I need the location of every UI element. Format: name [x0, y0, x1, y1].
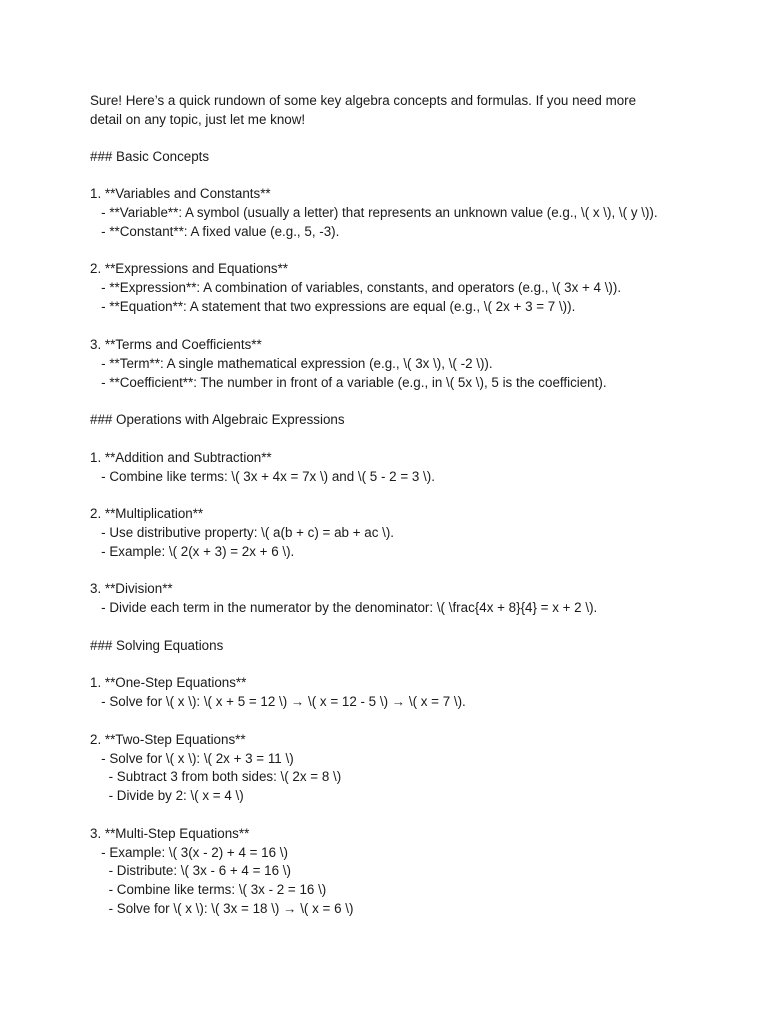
- list-subitem: - **Term**: A single mathematical expression (e.g., \( 3x \), \( -2 \)).: [90, 356, 493, 371]
- text-line: detail on any topic, just let me know!: [90, 112, 306, 127]
- list-item-heading: 1. **Variables and Constants**: [90, 186, 271, 201]
- text-line: Sure! Here’s a quick rundown of some key algebra concepts and formulas. If you need more: [90, 93, 637, 108]
- list-item-heading: 2. **Expressions and Equations**: [90, 261, 289, 276]
- section-heading: ### Basic Concepts: [90, 149, 210, 164]
- section-heading: ### Operations with Algebraic Expressions: [90, 412, 345, 427]
- list-subitem: - Solve for \( x \): \( x + 5 = 12 \) → \( x = 12 - 5 \) → \( x = 7 \).: [90, 694, 466, 709]
- list-subitem: - Combine like terms: \( 3x - 2 = 16 \): [90, 882, 327, 897]
- list-subitem: - Solve for \( x \): \( 3x = 18 \) → \( x = 6 \): [90, 901, 354, 916]
- list-subitem: - Subtract 3 from both sides: \( 2x = 8 \): [90, 769, 342, 784]
- list-item-heading: 1. **Addition and Subtraction**: [90, 450, 272, 465]
- list-subitem: - **Expression**: A combination of variables, constants, and operators (e.g., \( 3x + 4 \)).: [90, 280, 622, 295]
- list-subitem: - Distribute: \( 3x - 6 + 4 = 16 \): [90, 863, 291, 878]
- list-item-heading: 2. **Two-Step Equations**: [90, 732, 246, 747]
- list-subitem: - Example: \( 3(x - 2) + 4 = 16 \): [90, 845, 288, 860]
- list-item-heading: 2. **Multiplication**: [90, 506, 204, 521]
- list-item-heading: 3. **Multi-Step Equations**: [90, 826, 250, 841]
- list-subitem: - **Equation**: A statement that two expressions are equal (e.g., \( 2x + 3 = 7 \)).: [90, 299, 576, 314]
- list-subitem: - Combine like terms: \( 3x + 4x = 7x \) and \( 5 - 2 = 3 \).: [90, 469, 435, 484]
- list-subitem: - Divide by 2: \( x = 4 \): [90, 788, 244, 803]
- list-subitem: - Use distributive property: \( a(b + c) = ab + ac \).: [90, 525, 395, 540]
- list-subitem: - Example: \( 2(x + 3) = 2x + 6 \).: [90, 544, 295, 559]
- list-subitem: - Solve for \( x \): \( 2x + 3 = 11 \): [90, 751, 294, 766]
- list-item-heading: 3. **Terms and Coefficients**: [90, 337, 262, 352]
- list-subitem: - **Coefficient**: The number in front of a variable (e.g., in \( 5x \), 5 is the coefficient).: [90, 375, 607, 390]
- list-subitem: - **Variable**: A symbol (usually a letter) that represents an unknown value (e.g., \( x \), \( y \)).: [90, 205, 658, 220]
- list-item-heading: 3. **Division**: [90, 581, 173, 596]
- section-heading: ### Solving Equations: [90, 638, 224, 653]
- list-item-heading: 1. **One-Step Equations**: [90, 675, 247, 690]
- list-subitem: - **Constant**: A fixed value (e.g., 5, -3).: [90, 224, 340, 239]
- list-subitem: - Divide each term in the numerator by the denominator: \( \frac{4x + 8}{4} = x + 2 \).: [90, 600, 598, 615]
